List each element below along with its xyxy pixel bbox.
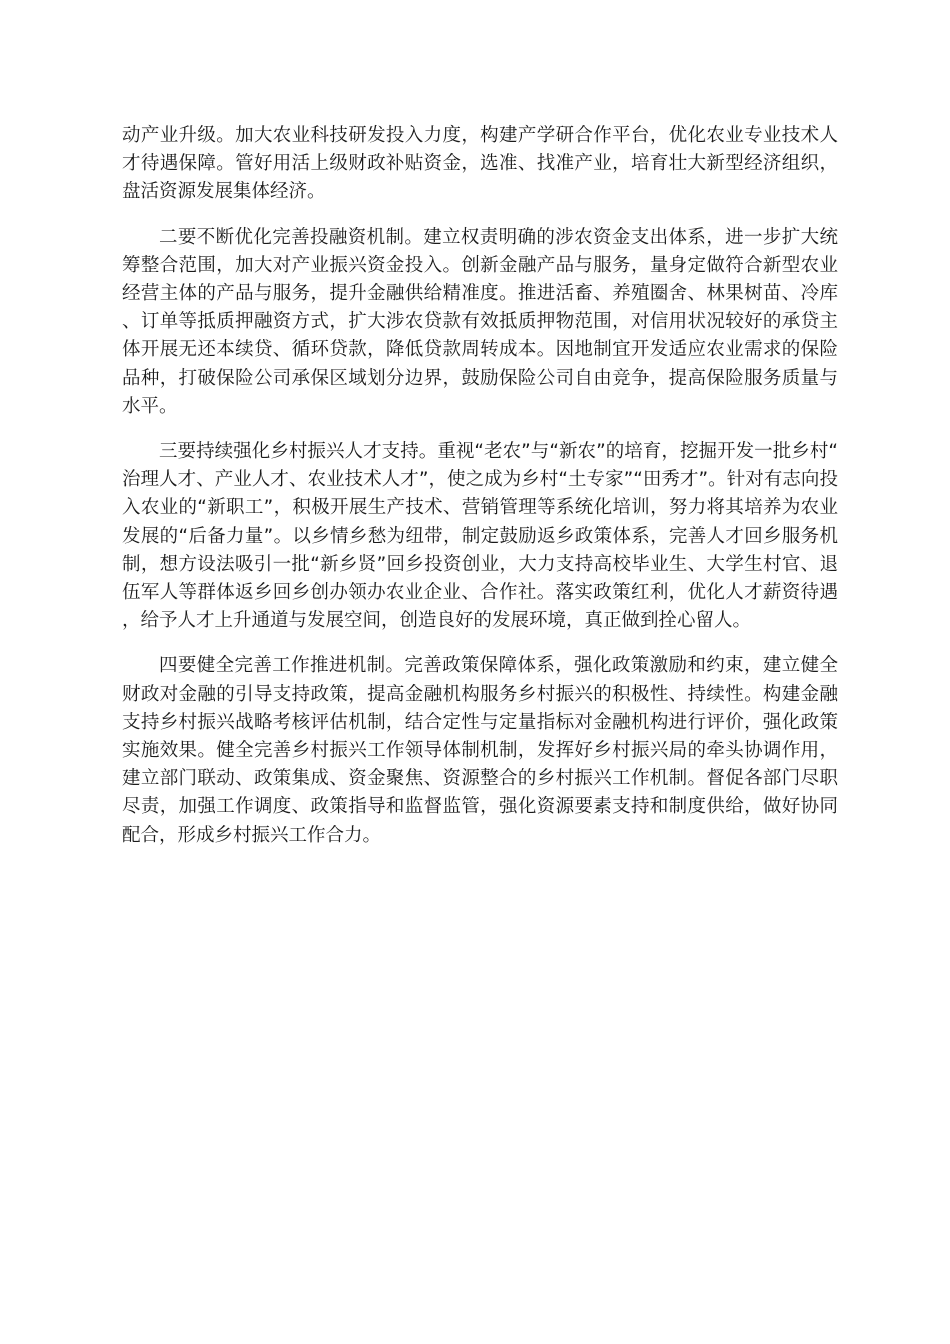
paragraph-talent-support: 三要持续强化乡村振兴人才支持。重视“老农”与“新农”的培育，挖掘开发一批乡村“治理人才、产业人才、农业技术人才”，使之成为乡村“土专家”“田秀才”。针对有志向投入农业的“新职工”，积极开展生产技术、营销管理等系统化培训，努力将其培养为农业发展的“后备力量”。以乡情乡愁为纽带，制定鼓励返乡政策体系，完善人才回乡服务机制，想方设法吸引一批“新乡贤”回乡投资创业，大力支持高校毕业生、大学生村官、退伍军人等群体返乡回乡创办领办农业企业、合作社。落实政策红利，优化人才薪资待遇，给予人才上升通道与发展空间，创造良好的发展环境，真正做到拴心留人。	[122, 441, 838, 632]
document-page	[122, 122, 838, 867]
paragraph-work-mechanism: 四要健全完善工作推进机制。完善政策保障体系，强化政策激励和约束，建立健全财政对金融的引导支持政策，提高金融机构服务乡村振兴的积极性、持续性。构建金融支持乡村振兴战略考核评估机制，结合定性与定量指标对金融机构进行评价，强化政策实施效果。健全完善乡村振兴工作领导体制机制，发挥好乡村振兴局的牵头协调作用，建立部门联动、政策集成、资金聚焦、资源整合的乡村振兴工作机制。督促各部门尽职尽责，加强工作调度、政策指导和监督监管，强化资源要素支持和制度供给，做好协同配合，形成乡村振兴工作合力。	[122, 655, 838, 846]
paragraph-investment-financing: 二要不断优化完善投融资机制。建立权责明确的涉农资金支出体系，进一步扩大统筹整合范围，加大对产业振兴资金投入。创新金融产品与服务，量身定做符合新型农业经营主体的产品与服务，提升金融供给精准度。推进活畜、养殖圈舍、林果树苗、冷库、订单等抵质押融资方式，扩大涉农贷款有效抵质押物范围，对信用状况较好的承贷主体开展无还本续贷、循环贷款，降低贷款周转成本。因地制宜开发适应农业需求的保险品种，打破保险公司承保区域划分边界，鼓励保险公司自由竞争，提高保险服务质量与水平。	[122, 226, 838, 417]
paragraph-continuation: 动产业升级。加大农业科技研发投入力度，构建产学研合作平台，优化农业专业技术人才待遇保障。管好用活上级财政补贴资金，选准、找准产业，培育壮大新型经济组织，盘活资源发展集体经济。	[122, 125, 838, 203]
